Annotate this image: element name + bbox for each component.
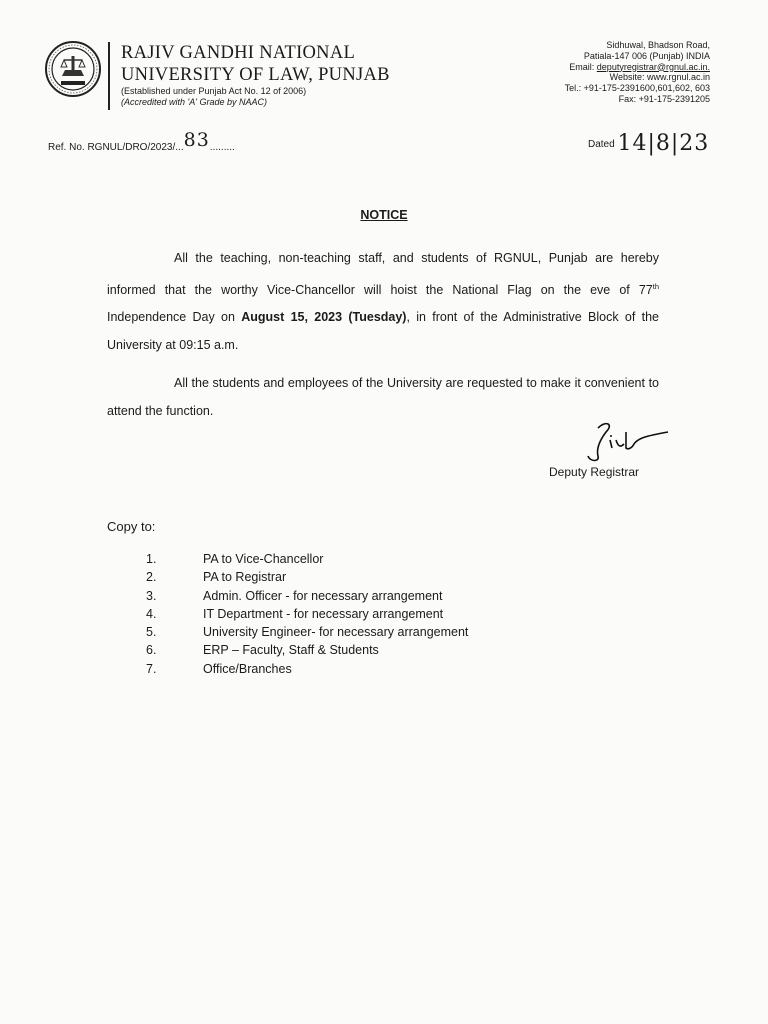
email-link[interactable]: deputyregistrar@rgnul.ac.in.: [596, 61, 710, 72]
ref-dots-after: .........: [209, 142, 235, 153]
university-name-line2: UNIVERSITY OF LAW, PUNJAB: [121, 65, 390, 85]
accreditation-note: (Accredited with 'A' Grade by NAAC): [121, 96, 267, 107]
header-divider: [108, 42, 110, 110]
email-label: Email:: [569, 61, 595, 72]
list-item: [143, 550, 468, 568]
list-item-number: 7.: [146, 661, 157, 676]
university-seal-icon: [44, 40, 102, 98]
list-item-number: 3.: [146, 588, 157, 603]
list-item-number: 4.: [146, 606, 157, 621]
address-line2: Patiala-147 006 (Punjab) INDIA: [583, 50, 710, 61]
list-item-text: Office/Branches: [203, 661, 292, 676]
tel-line: Tel.: +91-175-2391600,601,602, 603: [564, 83, 710, 94]
para1-event-date: August 15, 2023 (Tuesday): [241, 310, 407, 325]
signatory-title: Deputy Registrar: [549, 465, 640, 479]
para1-text-a: All the teaching, non-teaching staff, and students of RGNUL, Punjab are hereby informed that the worthy Vice-Chancellor will hoist the National Flag on the eve of 77: [107, 251, 659, 297]
university-name-line1: RAJIV GANDHI NATIONAL: [121, 43, 356, 63]
list-item-text: PA to Registrar: [203, 570, 287, 585]
copy-to-list: [143, 550, 468, 678]
para1-text-b: Independence Day on: [107, 310, 242, 325]
list-item: [143, 641, 468, 659]
ref-dots-before: ...: [175, 142, 184, 153]
notice-paragraph-1: [107, 245, 659, 359]
dated-label: Dated: [588, 139, 615, 150]
list-item: [143, 623, 468, 641]
para1-text-c: , in front of the Administrative Block of the University at 09:15 a.m.: [107, 310, 659, 352]
list-item-text: PA to Vice-Chancellor: [203, 552, 324, 566]
list-item: [143, 605, 468, 623]
university-name: [121, 42, 390, 86]
established-note: (Established under Punjab Act No. 12 of 2006): [121, 86, 307, 96]
university-subtitle: [121, 86, 306, 107]
list-item-number: 1.: [146, 552, 157, 566]
fax-line: Fax: +91-175-2391205: [618, 93, 710, 104]
contact-block: [565, 40, 710, 105]
ref-handwritten-number: 83: [183, 129, 210, 151]
list-item: [143, 587, 468, 605]
list-item: [143, 568, 468, 586]
reference-number: [48, 129, 235, 155]
address-line1: Sidhuwal, Bhadson Road,: [606, 40, 710, 50]
dated-handwritten-value: 14|8|23: [617, 131, 710, 156]
notice-paragraph-2: All the students and employees of the University are requested to make it convenient to attend the function.: [107, 376, 659, 418]
list-item-text: Admin. Officer - for necessary arrangement: [203, 588, 443, 603]
para1-superscript: th: [652, 281, 659, 291]
list-item-number: 5.: [146, 625, 157, 640]
email-line: [565, 62, 710, 73]
notice-title: NOTICE: [360, 208, 408, 222]
list-item-number: 6.: [146, 643, 157, 658]
list-item-text: University Engineer- for necessary arrangement: [203, 625, 469, 640]
list-item-text: ERP – Faculty, Staff & Students: [203, 643, 379, 658]
website-line: Website: www.rgnul.ac.in: [609, 72, 710, 83]
copy-to-label: Copy to:: [107, 519, 156, 534]
date-field: [588, 128, 710, 156]
signature-icon: [576, 418, 676, 464]
ref-prefix: Ref. No. RGNUL/DRO/2023/: [48, 142, 176, 153]
list-item: [143, 660, 468, 678]
list-item-text: IT Department - for necessary arrangement: [203, 606, 444, 621]
list-item-number: 2.: [146, 570, 157, 585]
